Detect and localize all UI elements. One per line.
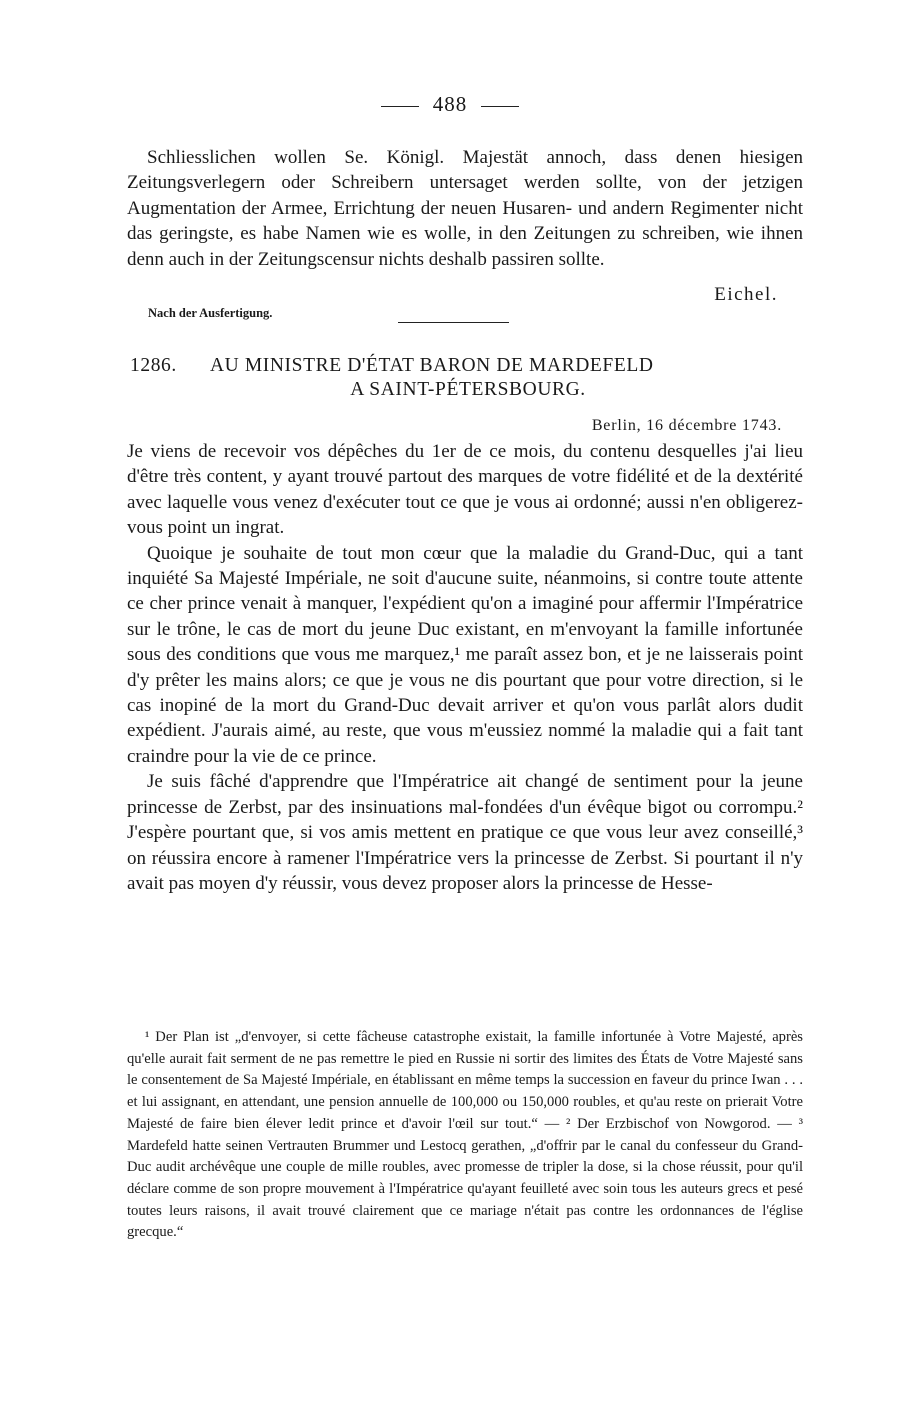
letter-paragraph: Je viens de recevoir vos dépêches du 1er de ce mois, du contenu desquelles j'ai lieu d'être très content, y ayant trouvé partout des marques de votre fidélité et de la dextérité avec laquelle vous venez d'exécuter tout ce que je vous ai ordonné; aussi n'en obligerez-vous point un ingrat.	[127, 441, 803, 539]
intro-paragraph-block	[127, 145, 803, 272]
letter-number: 1286.	[130, 355, 177, 376]
page-number: 488	[432, 92, 468, 116]
header-dash-right	[481, 106, 519, 107]
source-note: Nach der Ausfertigung.	[148, 306, 273, 320]
signature: Eichel.	[714, 284, 778, 305]
letter-body	[127, 439, 803, 896]
letter-paragraph: Quoique je souhaite de tout mon cœur que la maladie du Grand-Duc, qui a tant inquiété Sa Majesté Impériale, ne soit d'aucune suite, néanmoins, si contre toute attente ce cher prince venait à manquer, l'expédient qu'on a imaginé pour affermir l'Impératrice sur le trône, le cas de mort du jeune Duc existant, en m'envoyant la famille infortunée sous des conditions que vous me marquez,¹ me paraît assez bon, et je ne laisserais point d'y prêter les mains alors; ce que je vous ne dis pourtant que pour votre direction, si le cas inopiné de la mort du Grand-Duc devait arriver et qu'on vous parlât alors dudit expédient. J'aurais aimé, au reste, que vous m'eussiez nommé la maladie qui a fait tant craindre pour la vie de ce prince.	[127, 542, 803, 767]
dateline: Berlin, 16 décembre 1743.	[591, 417, 782, 434]
intro-paragraph	[127, 145, 803, 272]
section-separator	[398, 322, 509, 323]
letter-title-line2: A SAINT-PÉTERSBOURG.	[350, 379, 586, 400]
footnotes	[127, 1027, 803, 1244]
footnotes-text: ¹ Der Plan ist „d'envoyer, si cette fâcheuse catastrophe existait, la famille infortunée à Votre Majesté, après qu'elle aurait fait serment de ne pas remettre le pied en Russie ni sortir des limites des États de Votre Majesté sans le consentement de Sa Majesté Impériale, en établissant en même temps la succession en faveur du prince Iwan . . . et lui assignant, en attendant, une pension annuelle de 100,000 ou 150,000 roubles, et qu'au reste on prierait Votre Majesté de faire bien élever ledit prince et d'avoir l'œil sur tout.“ — ² Der Erzbischof von Nowgorod. — ³ Mardefeld hatte seinen Vertrauten Brummer und Lestocq gerathen, „d'offrir par le canal du confesseur du Grand-Duc audit archévêque une couple de mille roubles, avec promesse de tripler la dose, si la chose réussit, pour qu'il déclare comme de son propre mouvement à l'Impératrice qu'ayant feuilleté avec soin tous les auteurs grecs et pesé toutes leurs raisons, il avait trouvé clairement que ce mariage n'était pas contre les ordonnances de l'église grecque.“	[127, 1029, 803, 1241]
letter-paragraph: Je suis fâché d'apprendre que l'Impératrice ait changé de sentiment pour la jeune princesse de Zerbst, par des insinuations mal-fondées d'un évêque bigot ou corrompu.² J'espère pourtant que, si vos amis mettent en pratique ce que vous leur avez conseillé,³ on réussira encore à ramener l'Impératrice vers la princesse de Zerbst. Si pourtant il n'y avait pas moyen d'y réussir, vous devez proposer alors la princesse de Hesse-	[127, 771, 803, 894]
header-dash-left	[381, 106, 419, 107]
intro-paragraph-text: Schliesslichen wollen Se. Königl. Majestät annoch, dass denen hiesigen Zeitungsverlegern oder Schreibern untersaget werden sollte, von der jetzigen Augmentation der Armee, Errichtung der neuen Husaren- und andern Regimenter nicht das geringste, es habe Namen wie es wolle, in den Zeitungen zu schreiben, wie ihnen denn auch in der Zeitungscensur nichts deshalb passiren sollte.	[127, 147, 803, 270]
letter-title-line1: AU MINISTRE D'ÉTAT BARON DE MARDEFELD	[210, 355, 654, 376]
page-header	[0, 92, 900, 117]
